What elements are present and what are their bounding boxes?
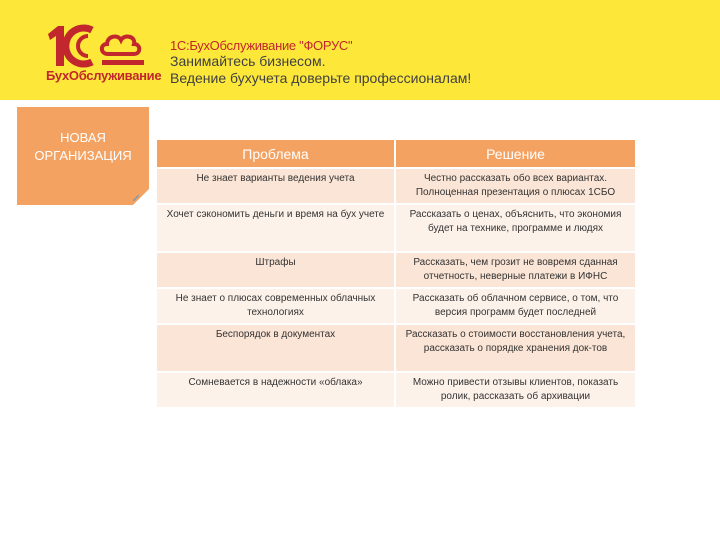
solution-cell: Рассказать о ценах, объяснить, что экономия будет на технике, программе и людях — [395, 204, 635, 252]
problem-cell: Не знает о плюсах современных облачных технологиях — [157, 288, 395, 324]
table-row — [157, 204, 635, 252]
column-header-solution: Решение — [395, 140, 635, 168]
table-row — [157, 168, 635, 204]
solution-cell: Честно рассказать обо всех вариантах. Полноценная презентация о плюсах 1СБО — [395, 168, 635, 204]
slogan-line-1: Занимайтесь бизнесом. — [170, 53, 326, 69]
problem-cell: Сомневается в надежности «облака» — [157, 372, 395, 408]
table-header-row — [157, 140, 635, 168]
solution-cell: Рассказать, чем грозит не вовремя сданная отчетность, неверные платежи в ИФНС — [395, 252, 635, 288]
table-row — [157, 372, 635, 408]
problem-cell: Беспорядок в документах — [157, 324, 395, 372]
problem-cell: Не знает варианты ведения учета — [157, 168, 395, 204]
slogan-line-2: Ведение бухучета доверьте профессионалам! — [170, 70, 472, 86]
section-title-line-2: ОРГАНИЗАЦИЯ — [34, 148, 132, 163]
brand-caption: БухОбслуживание — [46, 68, 162, 83]
header-banner — [0, 0, 720, 100]
slogan — [170, 53, 471, 87]
section-card — [17, 107, 149, 205]
table-row — [157, 288, 635, 324]
solution-cell: Можно привести отзывы клиентов, показать ролик, рассказать об архивации — [395, 372, 635, 408]
solution-cell: Рассказать об облачном сервисе, о том, что версия программ будет последней — [395, 288, 635, 324]
problem-cell: Штрафы — [157, 252, 395, 288]
solution-cell: Рассказать о стоимости восстановления учета, рассказать о порядке хранения док-тов — [395, 324, 635, 372]
table-row — [157, 252, 635, 288]
table-row — [157, 324, 635, 372]
column-header-problem: Проблема — [157, 140, 395, 168]
1c-logo-icon — [44, 22, 154, 68]
problem-solution-table — [157, 140, 635, 409]
section-title-line-1: НОВАЯ — [60, 130, 106, 145]
problem-cell: Хочет сэкономить деньги и время на бух учете — [157, 204, 395, 252]
product-name: 1С:БухОбслуживание "ФОРУС" — [170, 38, 353, 53]
section-title — [17, 129, 149, 165]
